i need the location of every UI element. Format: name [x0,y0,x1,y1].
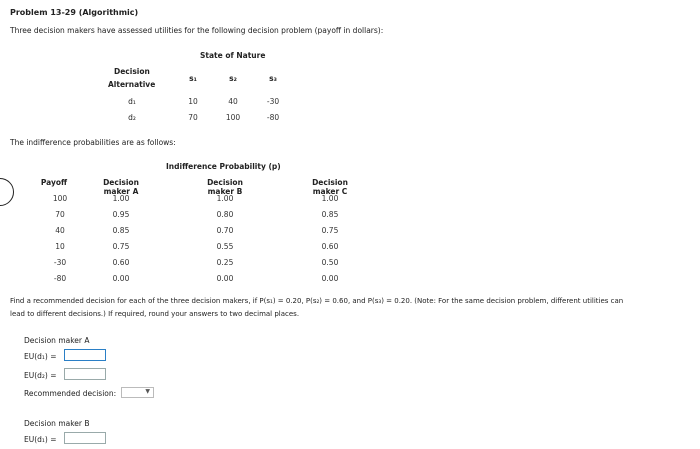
dm-a-value: 0.85 [112,226,130,235]
payoff-value: 40 [55,226,65,235]
dm-a-label: Decision maker A [24,336,90,345]
dm-b-value: 0.70 [216,226,234,235]
question-line-2: lead to different decisions.) If required, round your answers to two decimal places. [10,310,300,318]
dm-b-value: 0.25 [216,258,234,267]
dm-b-label: Decision maker B [24,419,90,428]
dm-c-value: 0.85 [321,210,339,219]
payoff-d1-s1: 10 [188,97,198,106]
problem-intro: Three decision makers have assessed utilities for the following decision problem (payoff in dollars): [10,26,384,35]
eu-d2-a-label: EU(d₂) = [24,371,57,380]
dm-c-value: 0.00 [321,274,339,283]
indifference-header: Indifference Probability (p) [166,162,281,171]
eu-d1-a-label: EU(d₁) = [24,352,57,361]
payoff-value: 70 [55,210,65,219]
col-payoff: Payoff [40,178,68,187]
dm-a-value: 1.00 [112,194,130,203]
dm-c-value: 0.75 [321,226,339,235]
question-line-1: Find a recommended decision for each of the three decision makers, if P(s₁) = 0.20, P(s₂) = 0.60, and P(s₃) = 0.20. (Note: For the same decision problem, different utilities can [10,297,624,305]
dm-a-value: 0.75 [112,242,130,251]
dm-b-value: 0.00 [216,274,234,283]
col-dm-b: Decision maker B [207,178,243,196]
eu-d1-a-input[interactable] [64,349,106,361]
eu-d1-b-input[interactable] [64,432,106,444]
eu-d1-b-label: EU(d₁) = [24,435,57,444]
payoff-d2-s3: -80 [266,113,280,122]
alternative-header: Alternative [108,80,156,89]
decision-d1: d₁ [128,97,136,106]
eu-d2-a-input[interactable] [64,368,106,380]
payoff-d1-s2: 40 [228,97,238,106]
payoff-value: -80 [53,274,67,283]
decision-header: Decision [114,67,150,76]
payoff-d2-s1: 70 [188,113,198,122]
state-s2-header: s₂ [229,74,237,83]
payoff-d2-s2: 100 [225,113,241,122]
col-dm-a: Decision maker A [103,178,139,196]
payoff-value: -30 [53,258,67,267]
dm-c-value: 0.60 [321,242,339,251]
payoff-d1-s3: -30 [266,97,280,106]
dm-b-value: 1.00 [216,194,234,203]
decision-d2: d₂ [128,113,136,122]
chevron-down-icon: ▼ [145,388,150,395]
state-s1-header: s₁ [189,74,197,83]
payoff-value: 100 [52,194,68,203]
dm-b-value: 0.80 [216,210,234,219]
payoff-value: 10 [55,242,65,251]
circle-marker [0,178,14,206]
dm-a-value: 0.00 [112,274,130,283]
recommended-decision-select[interactable] [121,387,154,398]
dm-c-value: 1.00 [321,194,339,203]
col-dm-c: Decision maker C [312,178,348,196]
indifference-intro: The indifference probabilities are as follows: [10,138,176,147]
problem-title: Problem 13-29 (Algorithmic) [10,8,139,17]
state-s3-header: s₃ [269,74,277,83]
recommended-decision-label: Recommended decision: [24,389,117,398]
dm-c-value: 0.50 [321,258,339,267]
dm-a-value: 0.95 [112,210,130,219]
dm-a-value: 0.60 [112,258,130,267]
state-of-nature-header: State of Nature [200,51,266,60]
dm-b-value: 0.55 [216,242,234,251]
